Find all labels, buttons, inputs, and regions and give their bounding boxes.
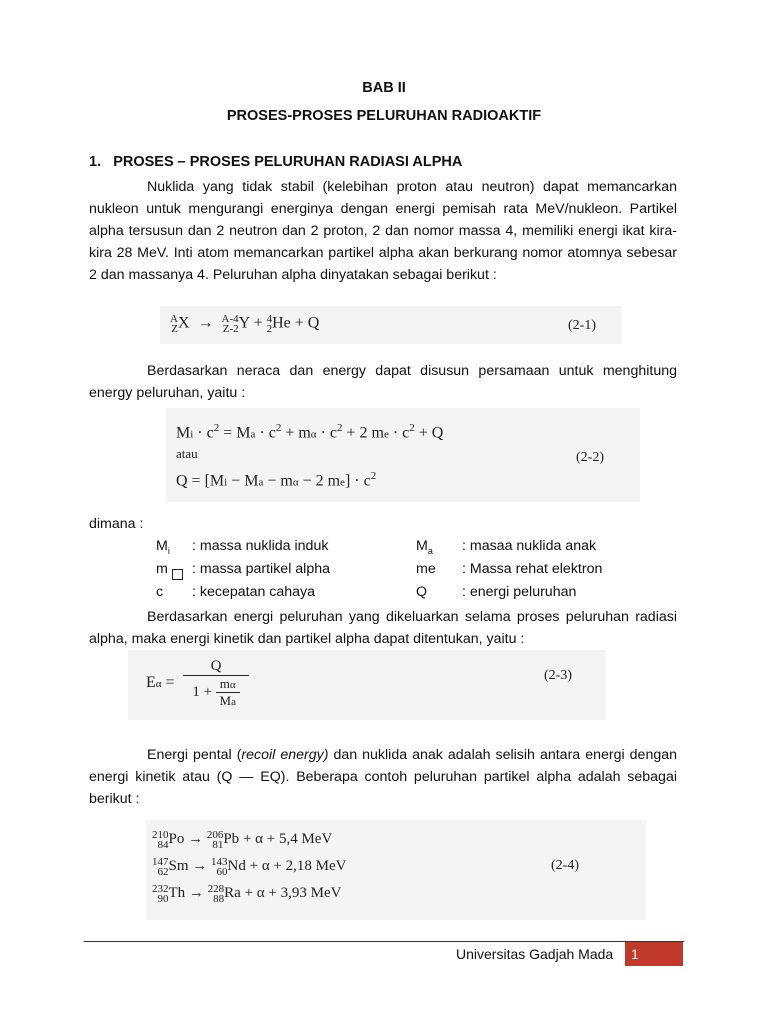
parent-nuclide: Po <box>168 831 185 847</box>
decay-example-row: 232 90Th → 228 88Ra + α + 3,93 MeV <box>152 882 342 905</box>
section-heading <box>89 154 462 170</box>
equation-2-1 <box>160 306 622 344</box>
decay-examples <box>152 826 346 907</box>
decay-example-row: 210 84Po → 206 81Pb + α + 5,4 MeV <box>152 828 333 851</box>
parent-nuclide: Th <box>168 885 186 901</box>
symbol: M <box>416 538 428 554</box>
definition-text: : massa partikel alpha <box>192 561 331 577</box>
symbol-subscript: a <box>427 545 433 556</box>
definition-text: : Massa rehat elektron <box>462 561 603 577</box>
decay-example-row: 147 62Sm → 143 60Nd + α + 2,18 MeV <box>152 855 347 878</box>
daughter-nuclide: Nd <box>227 858 246 874</box>
section-title: PROSES – PROSES PELURUHAN RADIASI ALPHA <box>113 154 463 170</box>
text-line: Nuklida yang tidak stabil (kelebihan proton atau neutron) dapat memancarkan <box>147 179 677 195</box>
symbol: m <box>156 561 168 577</box>
page-title: PROSES-PROSES PELURUHAN RADIOAKTIF <box>226 108 542 124</box>
equation-label: (2-3) <box>544 668 572 683</box>
missing-glyph-box <box>172 569 183 580</box>
decay-energy: 2,18 MeV <box>285 858 347 874</box>
equation-label: (2-4) <box>551 858 579 873</box>
equation-alpha-decay: A ZX → A-4 Z-2Y + 4 2He + Q <box>170 313 320 335</box>
text-line: nukleon untuk mengurangi energinya dengan energi pemisah rata MeV/nukleon. Partikel <box>89 201 677 217</box>
text-italic: recoil energy) <box>241 747 329 763</box>
text-line: energi kinetik atau (Q — EQ). Beberapa contoh peluruhan partikel alpha adalah sebagai <box>89 769 677 785</box>
definition-text: : masaa nuklida anak <box>462 538 597 554</box>
equation-kinetic-energy: Eα = Q 1 + $\frac{m\alpha}{Ma}$ <box>146 658 249 709</box>
symbol: M <box>156 538 168 554</box>
equation-q-value: Q = [Mi − Ma − mα − 2 $me] \cdot c^2$ <box>176 470 377 490</box>
paragraph-recoil <box>89 744 677 810</box>
equation-2-4 <box>146 820 646 920</box>
text-line: berikut : <box>89 791 140 807</box>
chapter-label: BAB II <box>362 80 406 96</box>
paragraph-energy <box>89 360 677 404</box>
equation-mass-energy: $Mi \cdot c^2 = Ma \cdot c^2 + m\alpha \cdot c^2 + 2$ me · $c^2 + Q$ <box>176 422 444 442</box>
text-line: Berdasarkan neraca dan energy dapat disusun persamaan untuk menghitung <box>147 363 677 379</box>
page-number: 1 <box>625 942 683 966</box>
text-line: alpha tersusun dan 2 neutron dan 2 proton, 2 dan nomor massa 4, memiliki energi ikat kira- <box>89 223 677 239</box>
text-fragment: dan nuklida anak adalah selisih antara energi dengan <box>328 747 677 763</box>
text-line: alpha, maka energi kinetik dan partikel alpha dapat ditentukan, yaitu : <box>89 631 525 647</box>
equation-label: (2-1) <box>568 318 596 333</box>
parent-nuclide: Sm <box>168 858 189 874</box>
text-line: kira 28 MeV. Inti atom memancarkan partikel alpha akan berkurang nomor atomnya sebesar <box>89 245 677 261</box>
text-line: Berdasarkan energi peluruhan yang dikeluarkan selama proses peluruhan radiasi <box>147 609 677 625</box>
daughter-nuclide: Ra <box>224 885 241 901</box>
definition-text: : massa nuklida induk <box>192 538 329 554</box>
definitions-intro: dimana : <box>89 516 144 532</box>
definition-text: : energi peluruhan <box>462 584 577 600</box>
decay-energy: 5,4 MeV <box>278 831 333 847</box>
text-line <box>89 744 677 766</box>
equation-2-2 <box>166 408 640 502</box>
symbol: Q <box>416 584 428 600</box>
equation-2-3 <box>128 650 606 720</box>
definition-text: : kecepatan cahaya <box>192 584 316 600</box>
section-number: 1. <box>89 154 102 170</box>
text-fragment: Energi pental ( <box>147 747 242 763</box>
footer-university: Universitas Gadjah Mada <box>456 946 614 962</box>
symbol-subscript: i <box>167 545 170 556</box>
text-line: energy peluruhan, yaitu : <box>89 385 246 401</box>
symbol: c <box>156 584 164 600</box>
decay-energy: 3,93 MeV <box>280 885 342 901</box>
equation-label: (2-2) <box>576 450 604 465</box>
equation-connector: atau <box>176 446 198 461</box>
daughter-nuclide: Pb <box>223 831 240 847</box>
paragraph-kinetic <box>89 606 677 650</box>
text-line: 2 dan massanya 4. Peluruhan alpha dinyatakan sebagai berikut : <box>89 267 497 283</box>
symbol: me <box>416 561 436 577</box>
footer-divider <box>84 941 684 942</box>
paragraph-intro <box>89 176 677 286</box>
